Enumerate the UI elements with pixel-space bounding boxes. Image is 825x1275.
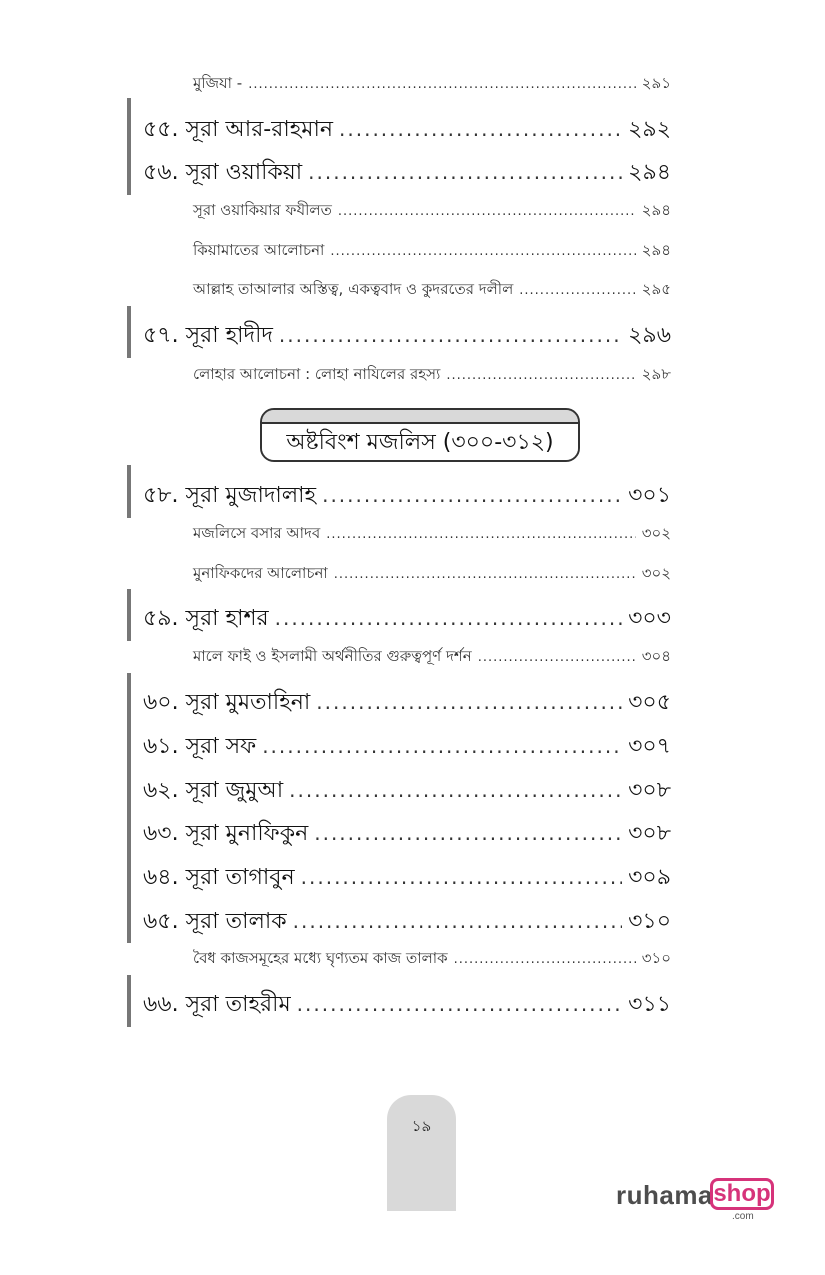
entry-title: ৬৪. সূরা তাগাবুন	[143, 865, 295, 890]
leader-dots	[478, 650, 636, 665]
section-marker-bar	[127, 673, 131, 943]
section-marker-bar	[127, 98, 131, 195]
toc-entry	[193, 278, 671, 303]
leader-dots	[289, 778, 622, 802]
toc-entry	[143, 860, 671, 897]
entry-page: ৩০৯	[628, 865, 671, 890]
entry-title: মুনাফিকদের আলোচনা	[193, 564, 328, 582]
section-marker-bar	[127, 975, 131, 1027]
entry-title: মুজিযা -	[193, 74, 243, 92]
section-marker-bar	[127, 306, 131, 358]
entry-title: মজলিসে বসার আদব	[193, 524, 321, 542]
leader-dots	[339, 117, 622, 141]
entry-title: কিয়ামাতের আলোচনা	[193, 241, 325, 259]
entry-page: ২৯৮	[641, 365, 671, 383]
entry-title: আল্লাহ তাআলার অস্তিত্ব, একত্ববাদ ও কুদরতের দলীল	[193, 280, 514, 298]
leader-dots	[330, 244, 635, 259]
entry-page: ৩০৮	[628, 821, 671, 846]
entry-title: ৬৫. সূরা তালাক	[143, 909, 287, 934]
leader-dots	[519, 283, 635, 298]
entry-page: ৩০৪	[641, 647, 671, 665]
entry-title: লোহার আলোচনা : লোহা নাযিলের রহস্য	[193, 365, 441, 383]
entry-page: ২৯২	[628, 117, 671, 142]
entry-page: ৩১১	[628, 992, 671, 1017]
entry-title: ৫৫. সূরা আর-রাহমান	[143, 117, 334, 142]
page-number: ১৯	[411, 1117, 432, 1135]
logo-domain-text: .com	[732, 1211, 754, 1222]
entry-page: ২৯৫	[641, 280, 671, 298]
entry-page: ২৯৪	[641, 241, 671, 259]
page-number-tab	[387, 1095, 456, 1211]
leader-dots	[454, 952, 636, 967]
entry-page: ৩০৫	[628, 690, 671, 715]
toc-entry	[143, 685, 671, 722]
entry-title: ৬৬. সূরা তাহরীম	[143, 992, 291, 1017]
entry-title: ৬২. সূরা জুমুআ	[143, 778, 284, 803]
leader-dots	[301, 865, 622, 889]
entry-title: ৬০. সূরা মুমতাহিনা	[143, 690, 311, 715]
leader-dots	[293, 909, 622, 933]
entry-page: ৩১০	[641, 949, 671, 967]
entry-title: মালে ফাই ও ইসলামী অর্থনীতির গুরুত্বপূর্ণ দর্শন	[193, 647, 472, 665]
toc-entry	[193, 562, 671, 587]
toc-entry	[143, 729, 671, 766]
leader-dots	[446, 368, 635, 383]
toc-entry	[193, 239, 671, 264]
leader-dots	[279, 323, 622, 347]
entry-title: ৫৭. সূরা হাদীদ	[143, 323, 273, 348]
leader-dots	[334, 567, 636, 582]
leader-dots	[308, 160, 622, 184]
toc-entry	[193, 947, 671, 972]
toc-entry	[143, 987, 671, 1024]
entry-page: ৩০২	[641, 524, 671, 542]
leader-dots	[297, 992, 622, 1016]
toc-entry	[193, 363, 671, 388]
leader-dots	[314, 821, 622, 845]
toc-entry	[143, 773, 671, 810]
leader-dots	[262, 734, 622, 758]
section-heading: অষ্টবিংশ মজলিস (৩০০-৩১২)	[260, 422, 580, 462]
section-marker-bar	[127, 589, 131, 641]
toc-entry	[143, 155, 671, 192]
toc-entry	[143, 478, 671, 515]
toc-entry	[193, 645, 671, 670]
entry-title: সূরা ওয়াকিয়ার ফযীলত	[193, 201, 332, 219]
section-marker-bar	[127, 465, 131, 518]
ruhamashop-logo	[614, 1176, 779, 1226]
toc-entry	[143, 318, 671, 355]
toc-entry	[143, 601, 671, 638]
entry-page: ৩০১	[628, 483, 671, 508]
entry-page: ৩০২	[641, 564, 671, 582]
entry-page: ২৯৪	[628, 160, 671, 185]
logo-shop-text: shop	[713, 1180, 771, 1207]
toc-entry	[193, 522, 671, 547]
toc-entry	[193, 199, 671, 224]
toc-entry	[193, 72, 671, 97]
toc-entry	[143, 904, 671, 941]
entry-title: ৬১. সূরা সফ	[143, 734, 257, 759]
leader-dots	[326, 527, 635, 542]
logo-shop-box	[710, 1178, 774, 1210]
leader-dots	[338, 204, 636, 219]
toc-entry	[143, 816, 671, 853]
toc-entry	[143, 112, 671, 149]
entry-title: ৫৯. সূরা হাশর	[143, 606, 269, 631]
entry-page: ৩০৭	[628, 734, 671, 759]
entry-page: ২৯৬	[628, 323, 671, 348]
entry-page: ৩১০	[628, 909, 671, 934]
leader-dots	[275, 606, 622, 630]
entry-title: ৫৬. সূরা ওয়াকিয়া	[143, 160, 303, 185]
leader-dots	[248, 77, 636, 92]
entry-page: ২৯১	[641, 74, 671, 92]
entry-page: ২৯৪	[641, 201, 671, 219]
entry-page: ৩০৮	[628, 778, 671, 803]
section-heading-box	[260, 408, 580, 462]
logo-brand-text: ruhama	[616, 1180, 713, 1210]
entry-title: বৈধ কাজসমূহের মধ্যে ঘৃণ্যতম কাজ তালাক	[193, 949, 448, 967]
entry-title: ৫৮. সূরা মুজাদালাহ	[143, 483, 317, 508]
leader-dots	[322, 483, 622, 507]
leader-dots	[316, 690, 622, 714]
entry-page: ৩০৩	[628, 606, 671, 631]
entry-title: ৬৩. সূরা মুনাফিকুন	[143, 821, 309, 846]
